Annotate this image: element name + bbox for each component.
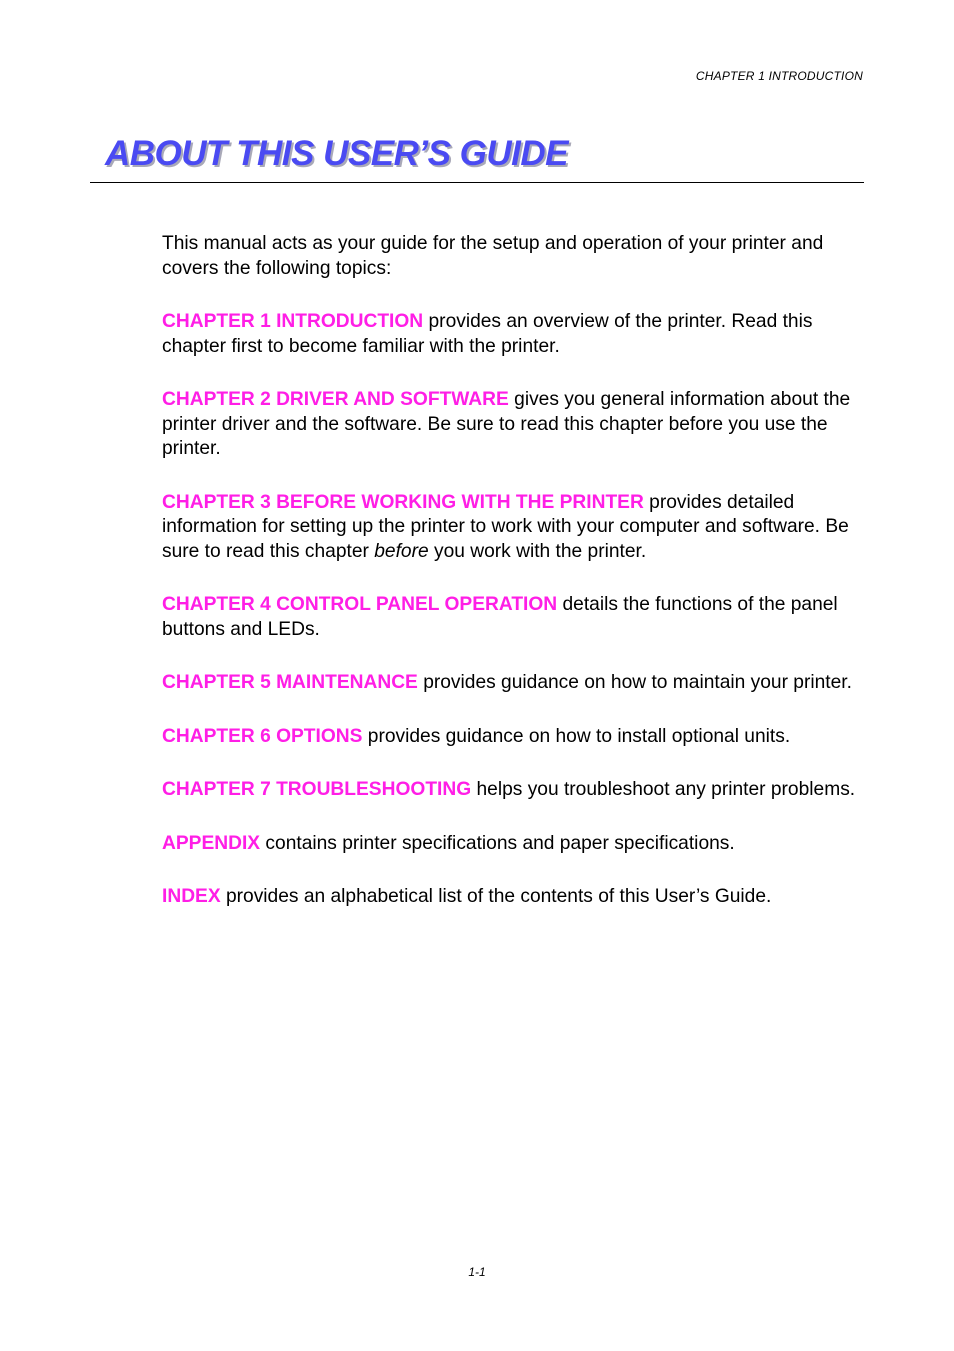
chapter-6-label: CHAPTER 6 OPTIONS (162, 725, 363, 747)
running-header: CHAPTER 1 INTRODUCTION (695, 69, 863, 83)
topic-chapter-2 (162, 388, 862, 462)
intro-paragraph: This manual acts as your guide for the setup and operation of your printer and covers the following topics: (162, 233, 824, 279)
chapter-7-description: helps you troubleshoot any printer problems. (471, 779, 856, 800)
chapter-5-description: provides guidance on how to maintain your printer. (417, 672, 852, 693)
chapter-2-label: CHAPTER 2 DRIVER AND SOFTWARE (162, 389, 509, 410)
topic-chapter-6 (162, 725, 862, 750)
chapter-3-label: CHAPTER 3 BEFORE WORKING WITH THE PRINTER (162, 491, 644, 513)
page-title: ABOUT THIS USER’S GUIDE (105, 134, 568, 173)
chapter-1-label: CHAPTER 1 INTRODUCTION (162, 311, 424, 332)
chapter-4-label: CHAPTER 4 CONTROL PANEL OPERATION (162, 594, 558, 615)
chapter-3-emphasis: before (374, 540, 429, 562)
chapter-3-description: provides detailed information for setting up the printer to work with your computer and software. Be sure to read this chapter (162, 491, 849, 562)
index-description: provides an alphabetical list of the contents of this User’s Guide. (220, 886, 772, 907)
appendix-description: contains printer specifications and paper specifications. (260, 832, 735, 854)
topic-chapter-1 (162, 310, 862, 359)
topic-chapter-7 (162, 778, 862, 803)
appendix-label: APPENDIX (162, 832, 261, 854)
topic-appendix (162, 832, 862, 857)
topic-chapter-3 (162, 491, 862, 565)
chapter-1-description: provides an overview of the printer. Read this chapter first to become familiar with the printer. (162, 311, 813, 357)
chapter-7-label: CHAPTER 7 TROUBLESHOOTING (162, 779, 472, 800)
chapter-2-description: gives you general information about the printer driver and the software. Be sure to read this chapter before you use the printer. (162, 389, 851, 459)
index-label: INDEX (162, 886, 221, 907)
chapter-6-description: provides guidance on how to install optional units. (362, 725, 791, 747)
document-body (162, 232, 862, 939)
chapter-3-description-end: you work with the printer. (428, 540, 647, 562)
topic-chapter-5 (162, 671, 862, 696)
title-divider (90, 182, 864, 183)
topic-chapter-4 (162, 593, 862, 642)
chapter-4-description: details the functions of the panel buttons and LEDs. (162, 594, 838, 640)
page-number: 1-1 (468, 1265, 486, 1279)
topic-index (162, 885, 862, 910)
chapter-5-label: CHAPTER 5 MAINTENANCE (162, 672, 418, 693)
